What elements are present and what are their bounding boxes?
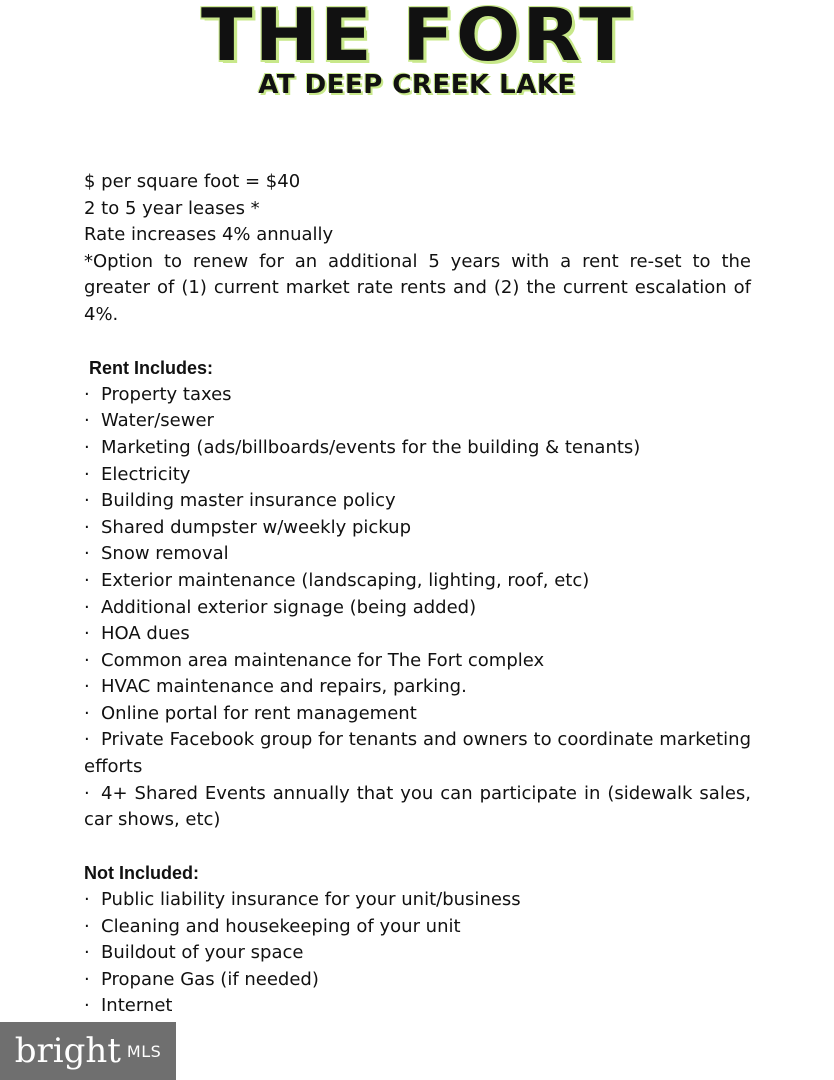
list-item-text: Propane Gas (if needed) [101, 968, 319, 990]
list-item-text: Water/sewer [101, 410, 214, 432]
not-included-list [84, 887, 751, 1020]
list-item-text: Building master insurance policy [101, 490, 396, 512]
list-item [84, 408, 751, 435]
logo [0, 0, 834, 99]
list-item-text: Buildout of your space [101, 942, 304, 964]
list-item-text: HOA dues [101, 623, 190, 645]
list-item [84, 727, 751, 780]
spacer [84, 834, 751, 861]
list-item [84, 993, 751, 1020]
list-item-text: Exterior maintenance (landscaping, lighting, roof, etc) [101, 569, 590, 591]
bullet-icon: · [84, 889, 90, 911]
list-item [84, 967, 751, 994]
list-item [84, 781, 751, 834]
list-item [84, 462, 751, 489]
spacer [84, 329, 751, 356]
list-item-text: Private Facebook group for tenants and owners to coordinate marketing efforts [84, 729, 751, 778]
bullet-icon: · [84, 995, 90, 1017]
list-item [84, 595, 751, 622]
bullet-icon: · [84, 596, 90, 618]
logo-title: THE FORT [201, 0, 633, 77]
list-item [84, 887, 751, 914]
bullet-icon: · [84, 383, 90, 405]
list-item [84, 382, 751, 409]
list-item-text: Shared dumpster w/weekly pickup [101, 516, 411, 538]
list-item [84, 621, 751, 648]
list-item-text: Online portal for rent management [101, 702, 417, 724]
list-item-text: Electricity [101, 463, 191, 485]
bullet-icon: · [84, 436, 90, 458]
bullet-icon: · [84, 463, 90, 485]
price-per-sqft: $ per square foot = $40 [84, 171, 301, 192]
list-item-text: Common area maintenance for The Fort complex [101, 649, 545, 671]
bullet-icon: · [84, 543, 90, 565]
not-included-heading: Not Included: [84, 863, 199, 884]
bright-mls-watermark [0, 1022, 176, 1080]
list-item [84, 674, 751, 701]
list-item-text: Marketing (ads/billboards/events for the building & tenants) [101, 436, 641, 458]
rent-includes-list [84, 382, 751, 834]
list-item-text: Public liability insurance for your unit/business [101, 889, 521, 911]
bullet-icon: · [84, 782, 90, 804]
list-item [84, 541, 751, 568]
list-item [84, 488, 751, 515]
list-item-text: Internet [101, 995, 173, 1017]
watermark-suffix: MLS [126, 1041, 162, 1061]
bullet-icon: · [84, 968, 90, 990]
list-item [84, 515, 751, 542]
bullet-icon: · [84, 702, 90, 724]
bullet-icon: · [84, 942, 90, 964]
logo-subtitle: AT DEEP CREEK LAKE [258, 70, 576, 100]
list-item [84, 568, 751, 595]
list-item [84, 940, 751, 967]
bullet-icon: · [84, 569, 90, 591]
list-item-text: 4+ Shared Events annually that you can participate in (sidewalk sales, car shows, etc) [84, 782, 751, 831]
bullet-icon: · [84, 676, 90, 698]
bullet-icon: · [84, 490, 90, 512]
list-item-text: HVAC maintenance and repairs, parking. [101, 676, 467, 698]
list-item [84, 648, 751, 675]
list-item [84, 701, 751, 728]
bullet-icon: · [84, 623, 90, 645]
list-item-text: Cleaning and housekeeping of your unit [101, 915, 461, 937]
bullet-icon: · [84, 516, 90, 538]
list-item-text: Snow removal [101, 543, 229, 565]
list-item [84, 435, 751, 462]
renewal-option: *Option to renew for an additional 5 years with a rent re-set to the greater of (1) current market rate rents and (2) the current escalation of 4%. [84, 250, 751, 325]
list-item-text: Property taxes [101, 383, 232, 405]
document-body [84, 169, 751, 1020]
bullet-icon: · [84, 915, 90, 937]
lease-term: 2 to 5 year leases * [84, 197, 260, 219]
bullet-icon: · [84, 649, 90, 671]
rent-includes-heading: Rent Includes: [89, 358, 214, 379]
bullet-icon: · [84, 729, 90, 751]
list-item [84, 914, 751, 941]
list-item-text: Additional exterior signage (being added) [101, 596, 477, 618]
watermark-brand: bright [14, 1031, 121, 1071]
rate-increase: Rate increases 4% annually [84, 224, 334, 246]
bullet-icon: · [84, 410, 90, 432]
